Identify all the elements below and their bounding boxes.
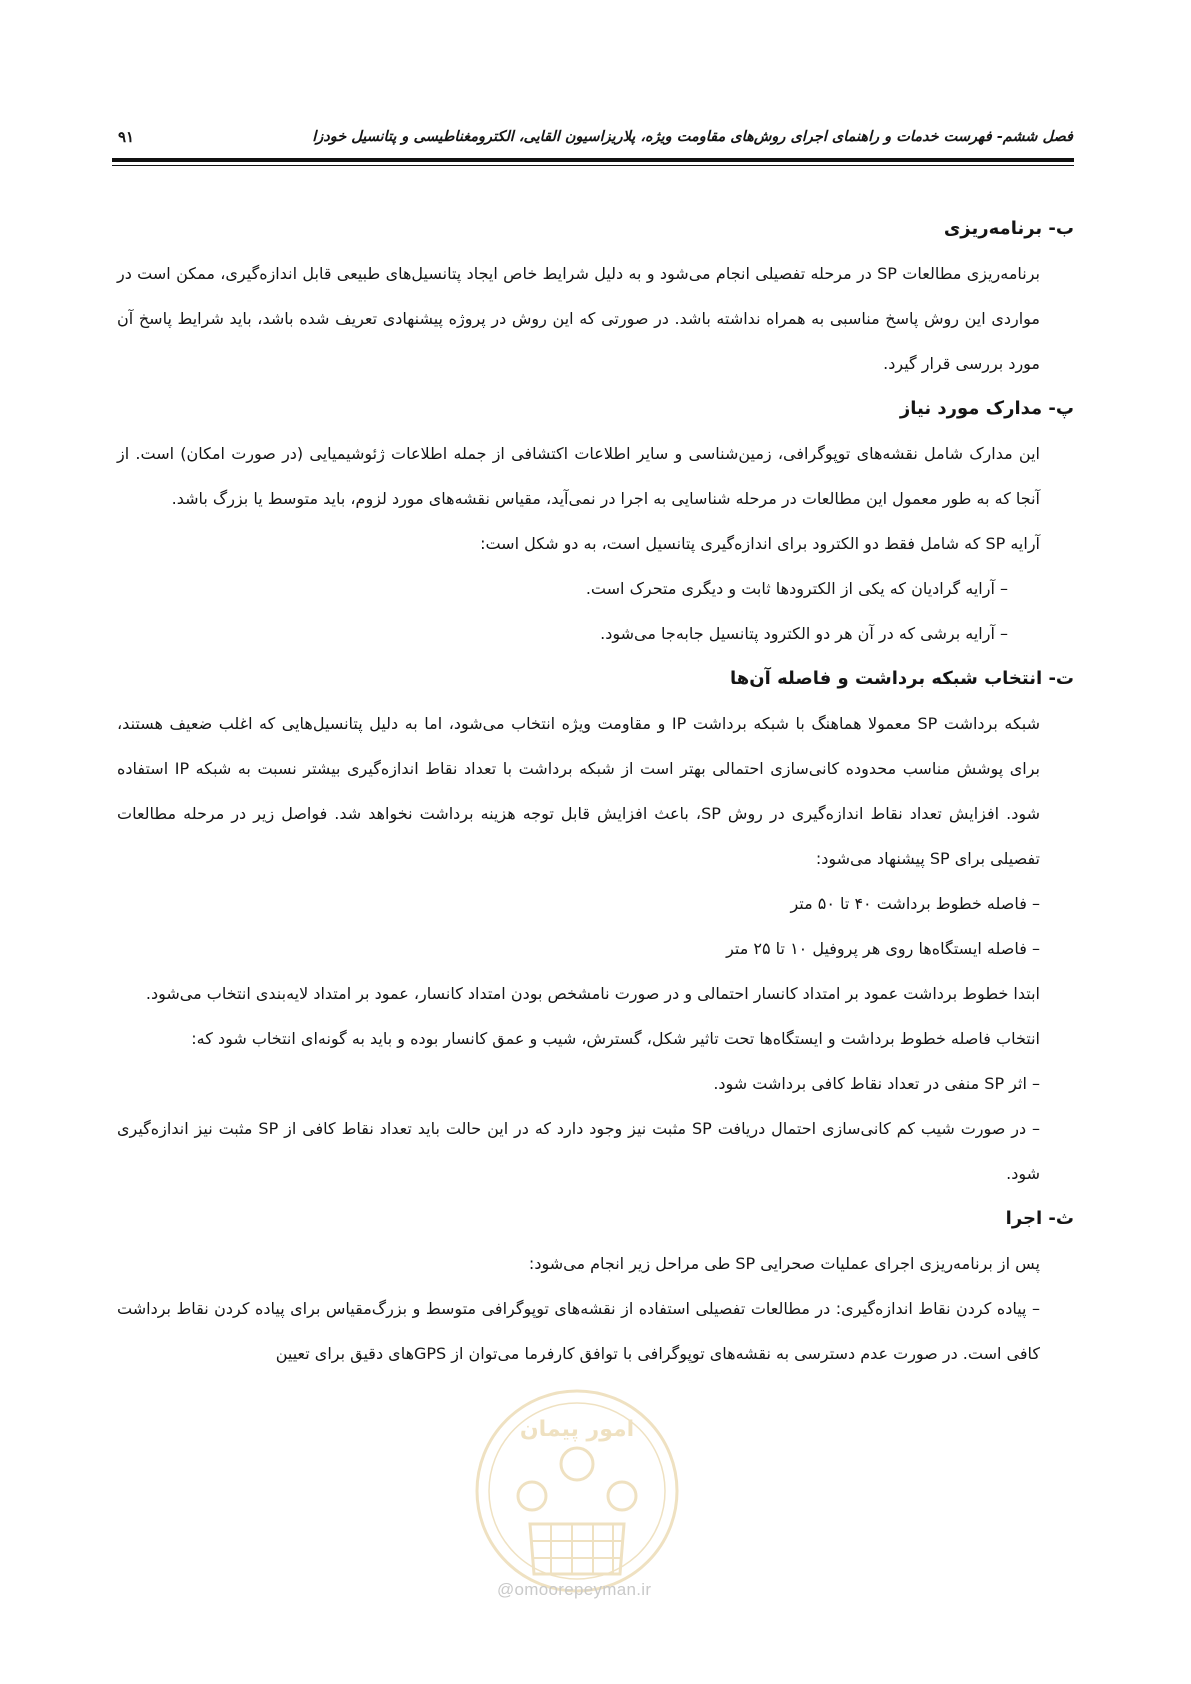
list-item-positive-sp: – در صورت شیب کم کانی‌سازی احتمال دریافت SP مثبت نیز وجود دارد که در این حالت باید تعداد نقاط کافی از SP مثبت نیز اندازه‌گیری شود.: [117, 1119, 1041, 1183]
list-item-line-spacing: – فاصله خطوط برداشت ۴۰ تا ۵۰ متر: [790, 894, 1040, 913]
paragraph-documents: این مدارک شامل نقشه‌های توپوگرافی، زمین‌شناسی و سایر اطلاعات اکتشافی از جمله اطلاعات ژئوشیمیایی (در صورت امکان) است. از آنجا که به طور معمول این مطالعات در مرحله شناسایی به اجرا در نمی‌آید، مقیاس نقشه‌های مورد لزوم، باید متوسط یا بزرگ باشد.: [117, 444, 1040, 508]
list-item-gradient-array: – آرایه گرادیان که یکی از الکترودها ثابت و دیگری متحرک است.: [585, 579, 1008, 598]
list-item-station-spacing: – فاصله ایستگاه‌ها روی هر پروفیل ۱۰ تا ۲۵ متر: [726, 939, 1040, 958]
section-heading-execution: ث- اجرا: [1005, 1208, 1074, 1229]
header-rule-thin: [112, 165, 1074, 166]
section-heading-required-documents: پ- مدارک مورد نیاز: [899, 398, 1074, 419]
body-content: [117, 206, 1074, 1376]
header-rule-thick: [112, 158, 1074, 162]
watermark-website: @omoorepeyman.ir: [497, 1580, 652, 1599]
section-heading-planning: ب- برنامه‌ریزی: [943, 218, 1074, 239]
paragraph-sp-array: آرایه SP که شامل فقط دو الکترود برای اندازه‌گیری پتانسیل است، به دو شکل است:: [480, 534, 1040, 553]
paragraph-planning: برنامه‌ریزی مطالعات SP در مرحله تفصیلی انجام می‌شود و به دلیل شرایط خاص ایجاد پتانسیل‌های طبیعی قابل اندازه‌گیری، ممکن است در مواردی این روش پاسخ مناسبی به همراه نداشته باشد. در صورتی که این روش در پروژه پیشنهادی تعریف شده باشد، باید شرایط پاسخ آن مورد بررسی قرار گیرد.: [117, 264, 1040, 373]
paragraph-grid: شبکه برداشت SP معمولا هماهنگ با شبکه برداشت IP و مقاومت ویژه انتخاب می‌شود، اما به دلیل پتانسیل‌هایی که اغلب ضعیف هستند، برای پوشش مناسب محدوده کانی‌سازی احتمالی بهتر است از شبکه برداشت با تعداد نقاط اندازه‌گیری بیشتر نسبت به شبکه IP استفاده شود. افزایش تعداد نقاط اندازه‌گیری در روش SP، باعث افزایش قابل توجه هزینه برداشت نخواهد شد. فواصل زیر در مرحله مطالعات تفصیلی برای SP پیشنهاد می‌شود:: [117, 714, 1041, 868]
list-item-shear-array: – آرایه برشی که در آن هر دو الکترود پتانسیل جابه‌جا می‌شود.: [600, 624, 1008, 643]
running-header-title: فصل ششم- فهرست خدمات و راهنمای اجرای روش‌های مقاومت ویژه، پلاریزاسیون القایی، الکترومغناطیسی و پتانسیل خودزا: [312, 128, 1073, 145]
page-number: ۹۱: [118, 128, 135, 146]
paragraph-line-direction: ابتدا خطوط برداشت عمود بر امتداد کانسار احتمالی و در صورت نامشخص بودن امتداد کانسار، عمود بر امتداد لایه‌بندی انتخاب می‌شود.: [145, 984, 1040, 1003]
paragraph-execution: پس از برنامه‌ریزی اجرای عملیات صحرایی SP طی مراحل زیر انجام می‌شود:: [528, 1254, 1040, 1273]
paragraph-spacing-selection: انتخاب فاصله خطوط برداشت و ایستگاه‌ها تحت تاثیر شکل، گسترش، شیب و عمق کانسار بوده و باید به گونه‌ای انتخاب شود که:: [191, 1029, 1040, 1048]
watermark-seal-icon: [470, 1384, 684, 1598]
list-item-negative-sp: – اثر SP منفی در تعداد نقاط کافی برداشت شود.: [713, 1074, 1040, 1093]
list-item-point-layout: – پیاده کردن نقاط اندازه‌گیری: در مطالعات تفصیلی استفاده از نقشه‌های توپوگرافی متوسط و بزرگ‌مقیاس برای پیاده کردن نقاط برداشت کافی است. در صورت عدم دسترسی به نقشه‌های توپوگرافی با توافق کارفرما می‌توان از GPSهای دقیق برای تعیین: [117, 1299, 1040, 1363]
svg-text:امور پیمان: امور پیمان: [519, 1417, 635, 1442]
section-heading-grid-selection: ت- انتخاب شبکه برداشت و فاصله آن‌ها: [730, 668, 1074, 689]
